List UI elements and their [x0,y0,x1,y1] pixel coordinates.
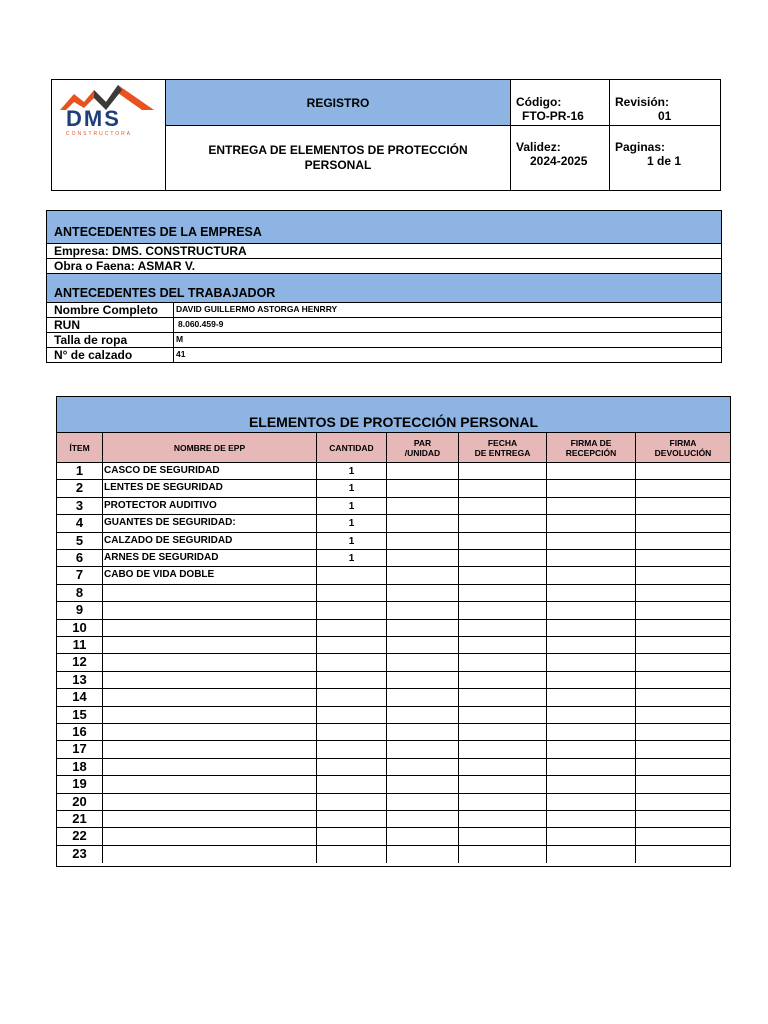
par-unidad-cell [387,533,459,549]
epp-name-cell [103,846,317,863]
firma-recepcion-cell [547,794,636,810]
quantity-cell: 1 [317,533,387,549]
epp-name-cell: PROTECTOR AUDITIVO [103,498,317,514]
col-fecha-entrega-header: FECHA DE ENTREGA [459,433,547,462]
table-row [57,672,730,689]
epp-name-cell: CASCO DE SEGURIDAD [103,463,317,479]
firma-devolucion-cell [636,794,730,810]
firma-recepcion-cell [547,707,636,723]
worker-row-calzado [47,347,721,362]
empresa-section-title: ANTECEDENTES DE LA EMPRESA [47,211,721,243]
paginas-label: Paginas: [615,140,666,154]
col-firma-devolucion-header: FIRMA DEVOLUCIÓN [654,437,712,458]
fecha-entrega-cell [459,637,547,653]
firma-devolucion-cell [636,463,730,479]
firma-recepcion-cell [547,567,636,583]
quantity-cell [317,776,387,792]
firma-devolucion-cell [636,620,730,636]
item-number: 17 [57,741,103,757]
firma-recepcion-cell [547,533,636,549]
col-par-unidad-header: PAR /UNIDAD [387,433,459,462]
quantity-cell [317,602,387,618]
firma-recepcion-cell [547,585,636,601]
table-row [57,620,730,637]
quantity-cell [317,741,387,757]
table-row [57,480,730,497]
par-unidad-cell [387,759,459,775]
epp-name-cell: LENTES DE SEGURIDAD [103,480,317,496]
fecha-entrega-cell [459,759,547,775]
table-row [57,741,730,758]
item-number: 3 [57,498,103,514]
firma-devolucion-cell [636,567,730,583]
fecha-entrega-cell [459,741,547,757]
worker-row-run [47,317,721,332]
par-unidad-cell [387,794,459,810]
item-number: 20 [57,794,103,810]
firma-devolucion-cell [636,498,730,514]
fecha-entrega-cell [459,707,547,723]
revision-label: Revisión: [615,95,670,109]
epp-table [56,396,731,867]
par-unidad-cell [387,828,459,844]
epp-name-cell [103,724,317,740]
epp-name-cell [103,707,317,723]
table-row [57,828,730,845]
item-number: 21 [57,811,103,827]
firma-devolucion-cell [636,741,730,757]
firma-recepcion-cell [547,828,636,844]
fecha-entrega-cell [459,515,547,531]
item-number: 19 [57,776,103,792]
firma-devolucion-cell [636,550,730,566]
table-row [57,567,730,584]
epp-name-cell [103,585,317,601]
firma-devolucion-cell [636,811,730,827]
fecha-entrega-cell [459,794,547,810]
fecha-entrega-cell [459,672,547,688]
table-row [57,515,730,532]
quantity-cell [317,672,387,688]
firma-devolucion-cell [636,846,730,863]
worker-value: M [176,334,184,344]
item-number: 8 [57,585,103,601]
par-unidad-cell [387,776,459,792]
par-unidad-cell [387,620,459,636]
registro-label: REGISTRO [166,80,511,126]
quantity-cell [317,811,387,827]
firma-recepcion-cell [547,724,636,740]
firma-devolucion-cell [636,654,730,670]
quantity-cell: 1 [317,515,387,531]
codigo-label: Código: [516,95,562,109]
document-title: ENTREGA DE ELEMENTOS DE PROTECCIÓN PERSONAL [166,126,511,190]
quantity-cell: 1 [317,550,387,566]
fecha-entrega-cell [459,654,547,670]
document-header [51,79,721,191]
item-number: 10 [57,620,103,636]
logo-text: DMS [66,106,121,131]
item-number: 6 [57,550,103,566]
par-unidad-cell [387,672,459,688]
firma-recepcion-cell [547,672,636,688]
epp-name-cell: GUANTES DE SEGURIDAD: [103,515,317,531]
firma-devolucion-cell [636,828,730,844]
firma-recepcion-cell [547,515,636,531]
par-unidad-cell [387,463,459,479]
worker-label: N° de calzado [47,348,174,362]
par-unidad-cell [387,637,459,653]
col-cantidad-header: CANTIDAD [317,433,387,462]
trabajador-section-title: ANTECEDENTES DEL TRABAJADOR [47,273,721,302]
table-row [57,602,730,619]
firma-devolucion-cell [636,637,730,653]
table-row [57,585,730,602]
fecha-entrega-cell [459,724,547,740]
table-row [57,689,730,706]
firma-recepcion-cell [547,480,636,496]
item-number: 14 [57,689,103,705]
epp-name-cell [103,759,317,775]
worker-row-talla [47,332,721,347]
firma-recepcion-cell [547,811,636,827]
epp-name-cell [103,794,317,810]
epp-name-cell: ARNES DE SEGURIDAD [103,550,317,566]
item-number: 23 [57,846,103,863]
worker-value: DAVID GUILLERMO ASTORGA HENRRY [176,304,338,314]
epp-name-cell [103,620,317,636]
worker-row-nombre [47,302,721,317]
fecha-entrega-cell [459,811,547,827]
par-unidad-cell [387,602,459,618]
par-unidad-cell [387,689,459,705]
firma-devolucion-cell [636,602,730,618]
item-number: 12 [57,654,103,670]
validez-label: Validez: [516,140,561,154]
epp-name-cell: CALZADO DE SEGURIDAD [103,533,317,549]
revision-value: 01 [658,109,672,123]
fecha-entrega-cell [459,846,547,863]
table-row [57,759,730,776]
quantity-cell [317,794,387,810]
quantity-cell [317,828,387,844]
item-number: 16 [57,724,103,740]
fecha-entrega-cell [459,828,547,844]
worker-value: 41 [176,349,186,359]
firma-devolucion-cell [636,724,730,740]
firma-recepcion-cell [547,846,636,863]
epp-table-header [57,433,730,463]
table-row [57,707,730,724]
item-number: 13 [57,672,103,688]
firma-devolucion-cell [636,480,730,496]
item-number: 15 [57,707,103,723]
table-row [57,463,730,480]
item-number: 5 [57,533,103,549]
fecha-entrega-cell [459,776,547,792]
quantity-cell: 1 [317,498,387,514]
quantity-cell [317,585,387,601]
paginas-cell [610,126,720,190]
table-row [57,794,730,811]
epp-table-title: ELEMENTOS DE PROTECCIÓN PERSONAL [57,397,730,433]
quantity-cell [317,724,387,740]
validez-value: 2024-2025 [530,154,588,168]
firma-devolucion-cell [636,759,730,775]
item-number: 9 [57,602,103,618]
quantity-cell: 1 [317,463,387,479]
epp-name-cell [103,828,317,844]
quantity-cell [317,846,387,863]
fecha-entrega-cell [459,567,547,583]
codigo-value: FTO-PR-16 [522,109,584,123]
firma-recepcion-cell [547,759,636,775]
firma-recepcion-cell [547,498,636,514]
fecha-entrega-cell [459,480,547,496]
par-unidad-cell [387,741,459,757]
par-unidad-cell [387,585,459,601]
fecha-entrega-cell [459,463,547,479]
fecha-entrega-cell [459,620,547,636]
table-row [57,776,730,793]
item-number: 22 [57,828,103,844]
firma-recepcion-cell [547,741,636,757]
item-number: 1 [57,463,103,479]
firma-recepcion-cell [547,637,636,653]
epp-name-cell [103,776,317,792]
epp-name-cell [103,672,317,688]
par-unidad-cell [387,498,459,514]
firma-devolucion-cell [636,707,730,723]
table-row [57,654,730,671]
quantity-cell [317,620,387,636]
validez-cell [511,126,610,190]
quantity-cell [317,759,387,775]
epp-name-cell [103,689,317,705]
firma-devolucion-cell [636,515,730,531]
firma-devolucion-cell [636,672,730,688]
epp-name-cell [103,602,317,618]
fecha-entrega-cell [459,585,547,601]
worker-label: Nombre Completo [47,303,174,317]
par-unidad-cell [387,811,459,827]
epp-name-cell [103,741,317,757]
firma-recepcion-cell [547,620,636,636]
firma-devolucion-cell [636,776,730,792]
par-unidad-cell [387,567,459,583]
fecha-entrega-cell [459,498,547,514]
quantity-cell [317,707,387,723]
codigo-cell [511,80,610,126]
firma-recepcion-cell [547,776,636,792]
table-row [57,846,730,863]
antecedentes-block [46,210,722,363]
col-nombre-epp-header: NOMBRE DE EPP [103,433,317,462]
quantity-cell [317,689,387,705]
firma-recepcion-cell [547,689,636,705]
par-unidad-cell [387,654,459,670]
fecha-entrega-cell [459,550,547,566]
item-number: 7 [57,567,103,583]
table-row [57,550,730,567]
item-number: 11 [57,637,103,653]
par-unidad-cell [387,724,459,740]
par-unidad-cell [387,846,459,863]
item-number: 2 [57,480,103,496]
par-unidad-cell [387,550,459,566]
paginas-value: 1 de 1 [647,154,682,168]
table-row [57,498,730,515]
item-number: 18 [57,759,103,775]
obra-line: Obra o Faena: ASMAR V. [47,258,721,273]
epp-name-cell [103,654,317,670]
worker-value: 8.060.459-9 [178,319,224,329]
fecha-entrega-cell [459,533,547,549]
epp-name-cell: CABO DE VIDA DOBLE [103,567,317,583]
epp-name-cell [103,637,317,653]
fecha-entrega-cell [459,602,547,618]
firma-devolucion-cell [636,689,730,705]
worker-label: Talla de ropa [47,333,174,347]
worker-label: RUN [47,318,174,332]
quantity-cell [317,567,387,583]
empresa-line: Empresa: DMS. CONSTRUCTURA [47,243,721,258]
table-row [57,533,730,550]
logo-subtitle: CONSTRUCTORA [66,131,133,137]
firma-recepcion-cell [547,550,636,566]
item-number: 4 [57,515,103,531]
quantity-cell [317,654,387,670]
par-unidad-cell [387,515,459,531]
col-item-header: ÍTEM [57,433,103,462]
firma-recepcion-cell [547,602,636,618]
par-unidad-cell [387,480,459,496]
par-unidad-cell [387,707,459,723]
table-row [57,637,730,654]
table-row [57,811,730,828]
table-row [57,724,730,741]
col-firma-recepcion-header: FIRMA DE RECEPCIÓN [547,433,636,462]
epp-name-cell [103,811,317,827]
firma-recepcion-cell [547,463,636,479]
quantity-cell [317,637,387,653]
firma-recepcion-cell [547,654,636,670]
fecha-entrega-cell [459,689,547,705]
firma-devolucion-cell [636,585,730,601]
logo-cell [52,80,166,190]
quantity-cell: 1 [317,480,387,496]
revision-cell [610,80,720,126]
firma-devolucion-cell [636,533,730,549]
